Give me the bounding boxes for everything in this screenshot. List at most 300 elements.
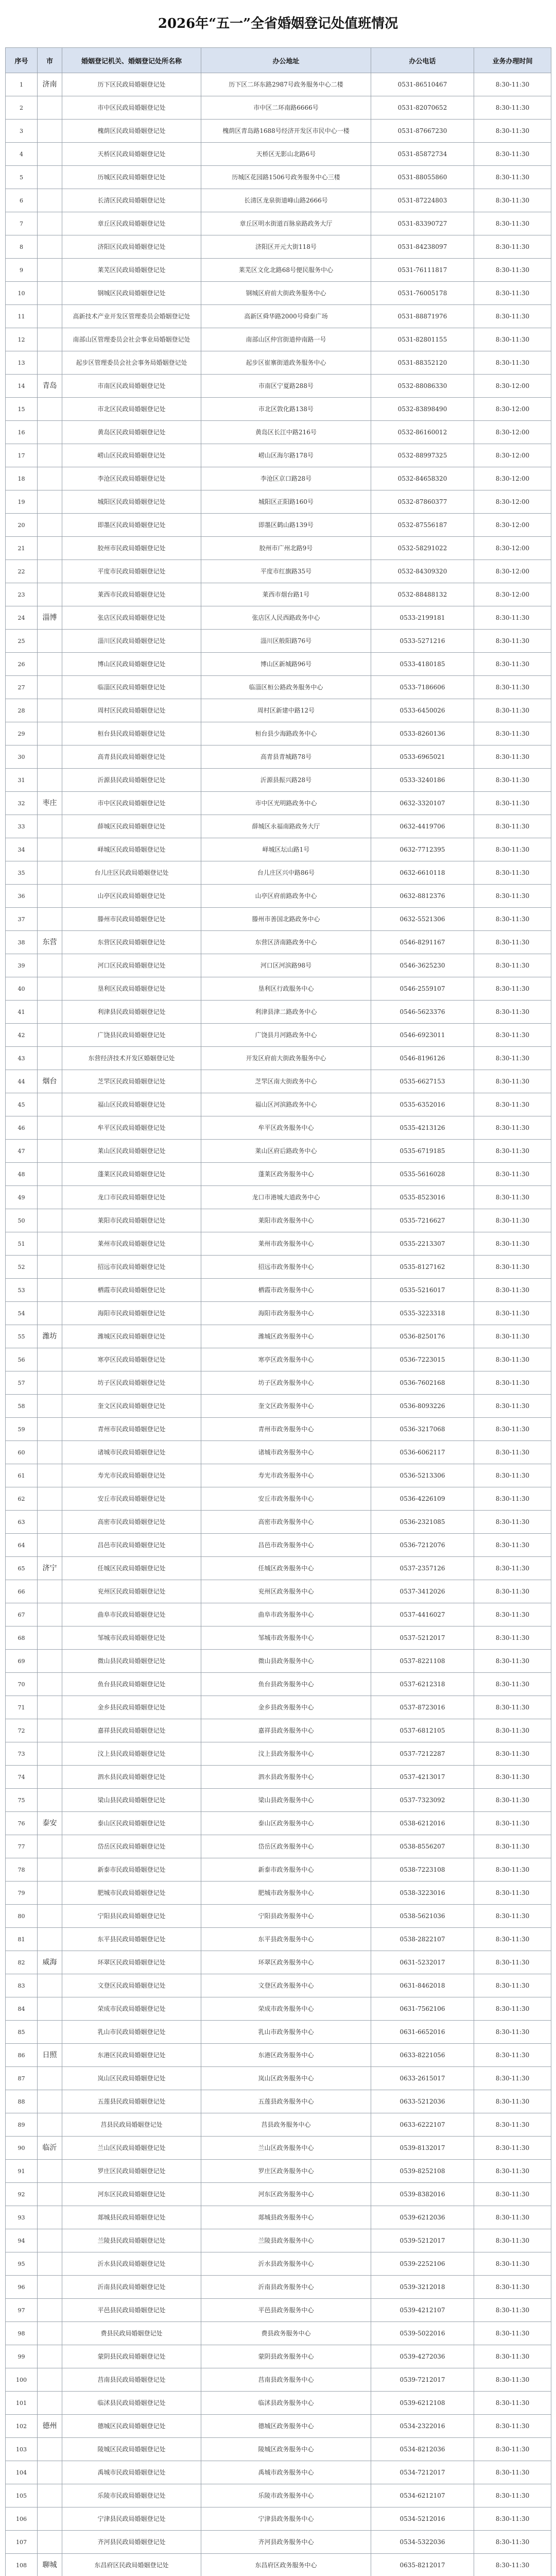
row-phone: 0539-8382016 [371, 2183, 474, 2206]
table-row [6, 954, 551, 977]
row-address: 胶州市广州北路9号 [201, 537, 371, 560]
row-address: 薛城区永福南路政务大厅 [201, 815, 371, 838]
table-row [6, 2021, 551, 2044]
row-phone: 0537-8221108 [371, 1650, 474, 1673]
table-row [6, 421, 551, 444]
row-index: 56 [6, 1348, 38, 1371]
table-row [6, 1719, 551, 1742]
row-index: 42 [6, 1024, 38, 1047]
row-phone: 0532-83898490 [371, 398, 474, 421]
row-index: 75 [6, 1789, 38, 1812]
row-office-name: 齐河县民政局婚姻登记处 [62, 2531, 201, 2554]
table-row [6, 2322, 551, 2345]
row-index: 26 [6, 653, 38, 676]
row-hours: 8:30-11:30 [474, 2183, 551, 2206]
row-office-name: 嘉祥县民政局婚姻登记处 [62, 1719, 201, 1742]
row-hours: 8:30-11:30 [474, 722, 551, 745]
row-index: 29 [6, 722, 38, 745]
row-phone: 0537-6812105 [371, 1719, 474, 1742]
table-row [6, 282, 551, 305]
row-hours: 8:30-11:30 [474, 1928, 551, 1951]
row-office-name: 济阳区民政局婚姻登记处 [62, 235, 201, 259]
table-body [6, 73, 551, 2576]
row-address: 潍城区政务服务中心 [201, 1325, 371, 1348]
row-address: 栖霞市政务服务中心 [201, 1279, 371, 1302]
row-city [38, 676, 62, 699]
row-hours: 8:30-11:30 [474, 235, 551, 259]
row-index: 43 [6, 1047, 38, 1070]
row-city [38, 282, 62, 305]
table-row [6, 1302, 551, 1325]
row-hours: 8:30-11:30 [474, 676, 551, 699]
row-office-name: 莱山区民政局婚姻登记处 [62, 1140, 201, 1163]
row-index: 21 [6, 537, 38, 560]
row-index: 17 [6, 444, 38, 467]
row-index: 68 [6, 1626, 38, 1650]
row-phone: 0535-7216627 [371, 1209, 474, 1232]
row-phone: 0539-6212036 [371, 2206, 474, 2229]
table-row [6, 120, 551, 143]
row-address: 山亭区府前路政务中心 [201, 885, 371, 908]
row-index: 107 [6, 2531, 38, 2554]
row-phone: 0532-86160012 [371, 421, 474, 444]
row-address: 城阳区正阳路160号 [201, 490, 371, 514]
row-address: 东营区济南路政务中心 [201, 931, 371, 954]
row-index: 98 [6, 2322, 38, 2345]
row-hours: 8:30-11:30 [474, 1626, 551, 1650]
row-index: 69 [6, 1650, 38, 1673]
table-row [6, 1418, 551, 1441]
row-city [38, 745, 62, 769]
row-hours: 8:30-11:30 [474, 1673, 551, 1696]
row-city [38, 2183, 62, 2206]
row-office-name: 青州市民政局婚姻登记处 [62, 1418, 201, 1441]
row-address: 乐陵市政务服务中心 [201, 2484, 371, 2507]
row-hours: 8:30-11:30 [474, 954, 551, 977]
row-office-name: 薛城区民政局婚姻登记处 [62, 815, 201, 838]
row-hours: 8:30-11:30 [474, 1511, 551, 1534]
row-address: 梁山县政务服务中心 [201, 1789, 371, 1812]
row-address: 高青县青城路78号 [201, 745, 371, 769]
table-row [6, 2229, 551, 2252]
row-hours: 8:30-11:30 [474, 212, 551, 235]
row-hours: 8:30-12:00 [474, 583, 551, 606]
row-office-name: 桓台县民政局婚姻登记处 [62, 722, 201, 745]
row-phone: 0532-87860377 [371, 490, 474, 514]
row-office-name: 天桥区民政局婚姻登记处 [62, 143, 201, 166]
row-index: 90 [6, 2137, 38, 2160]
table-row [6, 2531, 551, 2554]
row-office-name: 淄川区民政局婚姻登记处 [62, 630, 201, 653]
table-row [6, 2067, 551, 2090]
row-office-name: 即墨区民政局婚姻登记处 [62, 514, 201, 537]
row-city [38, 2229, 62, 2252]
row-address: 东昌府区政务服务中心 [201, 2554, 371, 2576]
header-hours: 业务办理时间 [474, 48, 551, 73]
row-city [38, 2438, 62, 2461]
row-city [38, 212, 62, 235]
row-phone: 0531-85872734 [371, 143, 474, 166]
row-city [38, 2461, 62, 2484]
row-index: 22 [6, 560, 38, 583]
row-office-name: 东营区民政局婚姻登记处 [62, 931, 201, 954]
row-hours: 8:30-11:30 [474, 1742, 551, 1766]
row-address: 鱼台县政务服务中心 [201, 1673, 371, 1696]
row-address: 禹城市政务服务中心 [201, 2461, 371, 2484]
row-index: 61 [6, 1464, 38, 1487]
row-phone: 0535-6627153 [371, 1070, 474, 1093]
row-city: 威海 [38, 1951, 62, 1974]
row-city [38, 2067, 62, 2090]
row-city [38, 977, 62, 1001]
row-city [38, 1789, 62, 1812]
row-city [38, 2252, 62, 2276]
row-office-name: 宁津县民政局婚姻登记处 [62, 2507, 201, 2531]
row-office-name: 莱西市民政局婚姻登记处 [62, 583, 201, 606]
row-office-name: 汶上县民政局婚姻登记处 [62, 1742, 201, 1766]
row-phone: 0631-8462018 [371, 1974, 474, 1997]
table-row [6, 1580, 551, 1603]
row-index: 101 [6, 2392, 38, 2415]
table-row [6, 73, 551, 96]
row-office-name: 城阳区民政局婚姻登记处 [62, 490, 201, 514]
row-city: 临沂 [38, 2137, 62, 2160]
table-row [6, 2507, 551, 2531]
row-office-name: 平度市民政局婚姻登记处 [62, 560, 201, 583]
row-address: 峄城区坛山路1号 [201, 838, 371, 861]
row-city [38, 235, 62, 259]
header-address: 办公地址 [201, 48, 371, 73]
row-office-name: 山亭区民政局婚姻登记处 [62, 885, 201, 908]
table-row [6, 1047, 551, 1070]
table-row [6, 861, 551, 885]
row-index: 6 [6, 189, 38, 212]
row-office-name: 福山区民政局婚姻登记处 [62, 1093, 201, 1116]
row-address: 沂南县政务服务中心 [201, 2276, 371, 2299]
row-phone: 0536-6062117 [371, 1441, 474, 1464]
row-address: 宁阳县政务服务中心 [201, 1905, 371, 1928]
row-index: 106 [6, 2507, 38, 2531]
row-office-name: 胶州市民政局婚姻登记处 [62, 537, 201, 560]
row-city [38, 1835, 62, 1858]
row-office-name: 新泰市民政局婚姻登记处 [62, 1858, 201, 1882]
row-address: 宁津县政务服务中心 [201, 2507, 371, 2531]
row-index: 9 [6, 259, 38, 282]
row-index: 28 [6, 699, 38, 722]
row-address: 泗水县政务服务中心 [201, 1766, 371, 1789]
row-hours: 8:30-11:30 [474, 2507, 551, 2531]
row-phone: 0531-82070652 [371, 96, 474, 120]
row-city [38, 861, 62, 885]
row-phone: 0546-8291167 [371, 931, 474, 954]
row-phone: 0535-6719185 [371, 1140, 474, 1163]
table-row [6, 630, 551, 653]
row-address: 高新区舜华路2000号舜泰广场 [201, 305, 371, 328]
table-row [6, 467, 551, 490]
row-office-name: 高新技术产业开发区管理委员会婚姻登记处 [62, 305, 201, 328]
row-index: 73 [6, 1742, 38, 1766]
row-index: 39 [6, 954, 38, 977]
table-row [6, 1001, 551, 1024]
row-phone: 0539-5212017 [371, 2229, 474, 2252]
row-hours: 8:30-11:30 [474, 2392, 551, 2415]
row-office-name: 陵城区民政局婚姻登记处 [62, 2438, 201, 2461]
table-row [6, 1464, 551, 1487]
row-city [38, 2206, 62, 2229]
row-office-name: 高青县民政局婚姻登记处 [62, 745, 201, 769]
row-hours: 8:30-11:30 [474, 630, 551, 653]
row-phone: 0535-8523016 [371, 1186, 474, 1209]
row-address: 崂山区海尔路178号 [201, 444, 371, 467]
row-index: 65 [6, 1557, 38, 1580]
row-address: 齐河县政务服务中心 [201, 2531, 371, 2554]
row-index: 45 [6, 1093, 38, 1116]
row-address: 钢城区府前大街政务服务中心 [201, 282, 371, 305]
table-row [6, 653, 551, 676]
row-hours: 8:30-12:00 [474, 375, 551, 398]
table-row [6, 1742, 551, 1766]
row-index: 72 [6, 1719, 38, 1742]
row-office-name: 市南区民政局婚姻登记处 [62, 375, 201, 398]
row-office-name: 台儿庄区民政局婚姻登记处 [62, 861, 201, 885]
row-phone: 0531-88871976 [371, 305, 474, 328]
row-city [38, 351, 62, 375]
row-index: 64 [6, 1534, 38, 1557]
row-office-name: 费县民政局婚姻登记处 [62, 2322, 201, 2345]
row-phone: 0539-7212017 [371, 2368, 474, 2392]
table-row [6, 745, 551, 769]
row-office-name: 寿光市民政局婚姻登记处 [62, 1464, 201, 1487]
row-phone: 0539-4272036 [371, 2345, 474, 2368]
row-hours: 8:30-11:30 [474, 1441, 551, 1464]
row-address: 河东区政务服务中心 [201, 2183, 371, 2206]
row-address: 淄川区般阳路76号 [201, 630, 371, 653]
row-hours: 8:30-11:30 [474, 1719, 551, 1742]
row-phone: 0531-88055860 [371, 166, 474, 189]
table-row [6, 908, 551, 931]
table-row [6, 1140, 551, 1163]
row-phone: 0537-4213017 [371, 1766, 474, 1789]
row-office-name: 泗水县民政局婚姻登记处 [62, 1766, 201, 1789]
row-index: 91 [6, 2160, 38, 2183]
row-address: 莱州市政务服务中心 [201, 1232, 371, 1256]
row-city [38, 2345, 62, 2368]
row-index: 8 [6, 235, 38, 259]
row-address: 高密市政务服务中心 [201, 1511, 371, 1534]
row-hours: 8:30-11:30 [474, 1232, 551, 1256]
row-city [38, 1256, 62, 1279]
row-index: 44 [6, 1070, 38, 1093]
table-row [6, 375, 551, 398]
row-address: 安丘市政务服务中心 [201, 1487, 371, 1511]
table-row [6, 235, 551, 259]
row-city [38, 908, 62, 931]
row-phone: 0534-7212017 [371, 2461, 474, 2484]
row-hours: 8:30-11:30 [474, 1766, 551, 1789]
row-hours: 8:30-11:30 [474, 1905, 551, 1928]
row-index: 76 [6, 1812, 38, 1835]
row-index: 87 [6, 2067, 38, 2090]
row-office-name: 沂源县民政局婚姻登记处 [62, 769, 201, 792]
row-city [38, 1163, 62, 1186]
row-city [38, 2392, 62, 2415]
row-office-name: 临淄区民政局婚姻登记处 [62, 676, 201, 699]
row-city [38, 2507, 62, 2531]
row-city: 日照 [38, 2044, 62, 2067]
table-row [6, 96, 551, 120]
table-row [6, 2438, 551, 2461]
table-row [6, 1487, 551, 1511]
row-address: 利津县津二路政务中心 [201, 1001, 371, 1024]
row-address: 福山区河滨路政务中心 [201, 1093, 371, 1116]
row-address: 济阳区开元大街118号 [201, 235, 371, 259]
row-office-name: 河口区民政局婚姻登记处 [62, 954, 201, 977]
row-hours: 8:30-11:30 [474, 1163, 551, 1186]
row-hours: 8:30-12:00 [474, 514, 551, 537]
row-city [38, 560, 62, 583]
row-office-name: 市北区民政局婚姻登记处 [62, 398, 201, 421]
header-city: 市 [38, 48, 62, 73]
row-city [38, 2484, 62, 2507]
table-row [6, 1441, 551, 1464]
row-office-name: 起步区管理委员会社会事务局婚姻登记处 [62, 351, 201, 375]
row-address: 郯城县政务服务中心 [201, 2206, 371, 2229]
row-address: 嘉祥县政务服务中心 [201, 1719, 371, 1742]
row-city [38, 1186, 62, 1209]
row-phone: 0534-6212107 [371, 2484, 474, 2507]
table-row [6, 166, 551, 189]
row-hours: 8:30-11:30 [474, 1395, 551, 1418]
row-phone: 0531-76005178 [371, 282, 474, 305]
row-phone: 0531-88352120 [371, 351, 474, 375]
table-row [6, 2252, 551, 2276]
row-city [38, 885, 62, 908]
row-city [38, 1997, 62, 2021]
row-office-name: 安丘市民政局婚姻登记处 [62, 1487, 201, 1511]
row-city [38, 1001, 62, 1024]
row-city [38, 1742, 62, 1766]
table-row [6, 560, 551, 583]
row-index: 5 [6, 166, 38, 189]
row-phone: 0546-6923011 [371, 1024, 474, 1047]
row-address: 新泰市政务服务中心 [201, 1858, 371, 1882]
row-office-name: 博山区民政局婚姻登记处 [62, 653, 201, 676]
table-row [6, 885, 551, 908]
row-address: 蒙阴县政务服务中心 [201, 2345, 371, 2368]
row-phone: 0635-8212017 [371, 2554, 474, 2576]
row-office-name: 奎文区民政局婚姻登记处 [62, 1395, 201, 1418]
row-phone: 0539-3212018 [371, 2276, 474, 2299]
row-office-name: 曲阜市民政局婚姻登记处 [62, 1603, 201, 1626]
row-city [38, 1858, 62, 1882]
row-address: 五莲县政务服务中心 [201, 2090, 371, 2113]
row-address: 平度市红旗路35号 [201, 560, 371, 583]
table-row [6, 977, 551, 1001]
row-address: 岱岳区政务服务中心 [201, 1835, 371, 1858]
row-office-name: 兰山区民政局婚姻登记处 [62, 2137, 201, 2160]
row-index: 2 [6, 96, 38, 120]
table-row [6, 1070, 551, 1093]
row-hours: 8:30-11:30 [474, 1279, 551, 1302]
row-index: 55 [6, 1325, 38, 1348]
row-hours: 8:30-11:30 [474, 2021, 551, 2044]
row-index: 93 [6, 2206, 38, 2229]
row-address: 招远市政务服务中心 [201, 1256, 371, 1279]
row-index: 12 [6, 328, 38, 351]
row-city [38, 1047, 62, 1070]
row-address: 市北区敦化路138号 [201, 398, 371, 421]
row-city [38, 514, 62, 537]
row-city [38, 722, 62, 745]
row-city: 济宁 [38, 1557, 62, 1580]
row-index: 105 [6, 2484, 38, 2507]
row-phone: 0535-5616028 [371, 1163, 474, 1186]
row-office-name: 芝罘区民政局婚姻登记处 [62, 1070, 201, 1093]
row-index: 83 [6, 1974, 38, 1997]
row-phone: 0531-76111817 [371, 259, 474, 282]
row-hours: 8:30-11:30 [474, 1997, 551, 2021]
table-row [6, 351, 551, 375]
row-phone: 0532-58291022 [371, 537, 474, 560]
row-phone: 0546-5623376 [371, 1001, 474, 1024]
table-row [6, 2206, 551, 2229]
row-city [38, 2276, 62, 2299]
table-row [6, 2113, 551, 2137]
row-office-name: 牟平区民政局婚姻登记处 [62, 1116, 201, 1140]
row-hours: 8:30-11:30 [474, 1580, 551, 1603]
row-city [38, 583, 62, 606]
row-hours: 8:30-11:30 [474, 1302, 551, 1325]
table-row [6, 1511, 551, 1534]
row-hours: 8:30-11:30 [474, 143, 551, 166]
row-office-name: 峄城区民政局婚姻登记处 [62, 838, 201, 861]
row-index: 86 [6, 2044, 38, 2067]
row-address: 环翠区政务服务中心 [201, 1951, 371, 1974]
row-city [38, 630, 62, 653]
row-office-name: 沂南县民政局婚姻登记处 [62, 2276, 201, 2299]
row-hours: 8:30-11:30 [474, 1001, 551, 1024]
row-hours: 8:30-11:30 [474, 96, 551, 120]
row-hours: 8:30-11:30 [474, 745, 551, 769]
row-city [38, 189, 62, 212]
row-address: 莒南县政务服务中心 [201, 2368, 371, 2392]
row-index: 50 [6, 1209, 38, 1232]
row-office-name: 昌邑市民政局婚姻登记处 [62, 1534, 201, 1557]
row-phone: 0632-6610118 [371, 861, 474, 885]
table-row [6, 1766, 551, 1789]
row-hours: 8:30-11:30 [474, 1093, 551, 1116]
row-city [38, 954, 62, 977]
row-phone: 0538-7223108 [371, 1858, 474, 1882]
row-office-name: 李沧区民政局婚姻登记处 [62, 467, 201, 490]
row-office-name: 坊子区民政局婚姻登记处 [62, 1371, 201, 1395]
row-city [38, 2090, 62, 2113]
row-index: 34 [6, 838, 38, 861]
row-hours: 8:30-11:30 [474, 1070, 551, 1093]
row-phone: 0533-6965021 [371, 745, 474, 769]
table-row [6, 2368, 551, 2392]
row-city [38, 2113, 62, 2137]
row-address: 桓台县少海路政务中心 [201, 722, 371, 745]
row-index: 95 [6, 2252, 38, 2276]
row-hours: 8:30-11:30 [474, 1256, 551, 1279]
table-row [6, 2137, 551, 2160]
row-city: 德州 [38, 2415, 62, 2438]
duty-table [5, 47, 551, 2576]
row-office-name: 禹城市民政局婚姻登记处 [62, 2461, 201, 2484]
row-city [38, 1650, 62, 1673]
row-city [38, 305, 62, 328]
